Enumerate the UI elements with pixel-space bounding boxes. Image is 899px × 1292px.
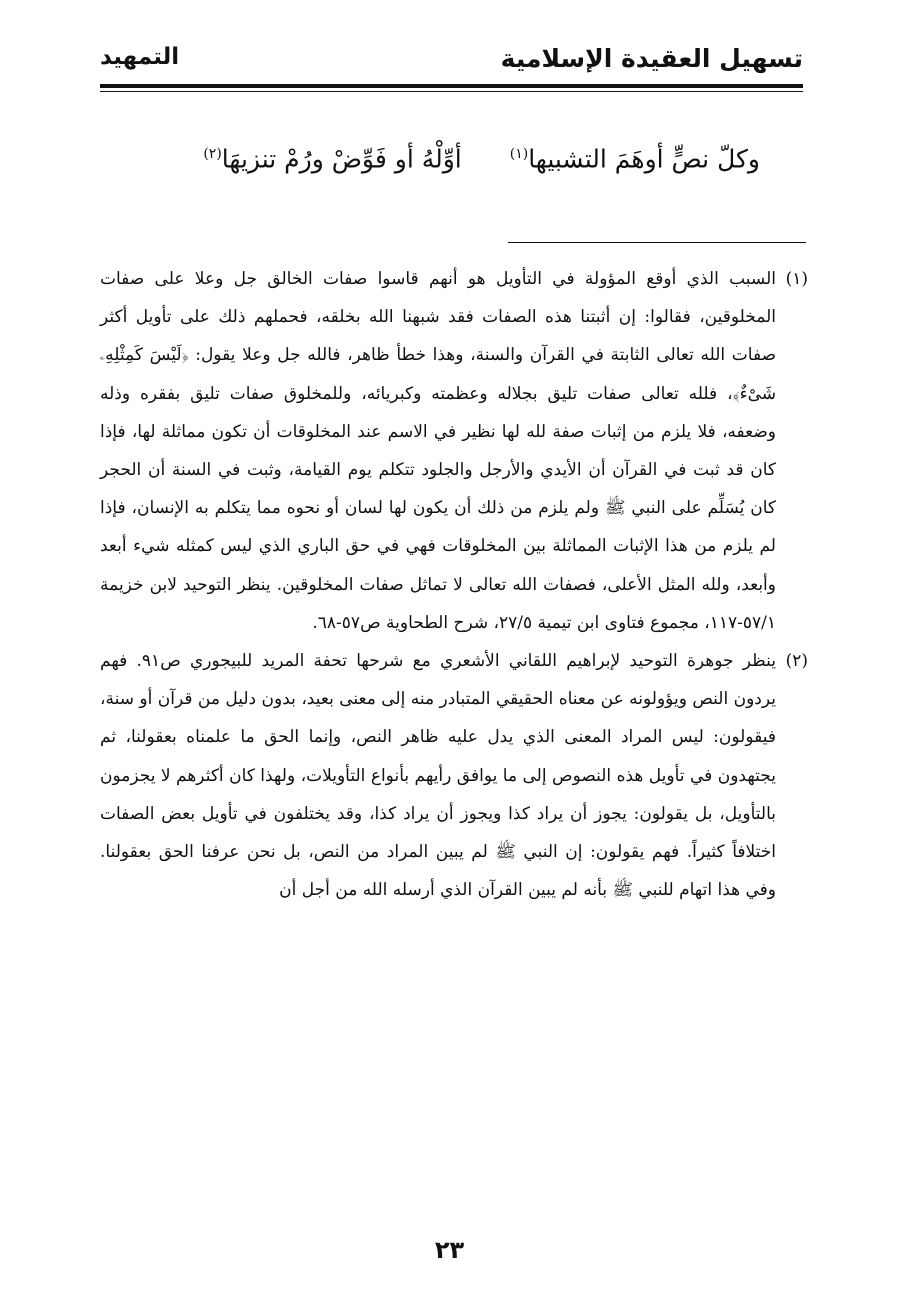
verse-hemistich-second-text: أوِّلْهُ أو فَوِّضْ ورُمْ تنزيهَا (221, 144, 462, 174)
verse-hemistich-first-text: وكلّ نصٍّ أوهَمَ التشبيها (528, 144, 760, 174)
footnote-2-number: (٢) (785, 651, 808, 672)
footnote-2 (100, 642, 808, 909)
footnote-1-number: (١) (785, 269, 808, 289)
verse-hemistich-second (203, 134, 461, 179)
footnotes (100, 260, 808, 909)
header-rule-thin (100, 91, 803, 92)
verse-hemistich-first (510, 134, 760, 179)
footnote-1 (100, 260, 808, 642)
footnote-ref-1: (١) (509, 146, 529, 162)
running-header (100, 38, 803, 78)
footnote-ref-2: (٢) (203, 146, 222, 162)
footnote-separator (508, 242, 806, 243)
page-number: ٢٣ (434, 1236, 465, 1264)
book-title: تسهيل العقيدة الإسلامية (500, 44, 803, 73)
header-rule-thick (100, 84, 803, 88)
footnote-2-text: ينظر جوهرة التوحيد لإبراهيم اللقاني الأشعري مع شرحها تحفة المريد للبيجوري ص٩١. فهم يردون النص ويؤولونه عن معناه الحقيقي المتبادر منه إلى معنى بعيد، بدون دليل من قرآن أو سنة، فيقولون: ليس المراد المعنى الذي يدل عليه ظاهر النص، وإنما الحق ما علمناه بعقولنا، ثم يجتهدون في تأويل هذه النصوص إلى ما يوافق رأيهم بأنواع التأويلات، ولهذا كان أكثرهم لا يجزمون بالتأويل، بل يقولون: يجوز أن يراد كذا ويجوز أن يراد كذا، وقد يختلفون في تأويل بعض الصفات اختلافاً كثيراً. فهم يقولون: إن النبي ﷺ لم يبين المراد من النص، بل نحن عرفنا الحق بعقولنا. وفي هذا اتهام للنبي ﷺ بأنه لم يبين القرآن الذي أرسله الله من أجل أن (100, 651, 776, 901)
footnote-1-text: السبب الذي أوقع المؤولة في التأويل هو أنهم قاسوا صفات الخالق جل وعلا على صفات المخلوقين، فقالوا: إن أثبتنا هذه الصفات فقد شبهنا الله بخلقه، فحملهم ذلك على تأويل أكثر صفات الله تعالى الثابتة في القرآن والسنة، وهذا خطأ ظاهر، فالله جل وعلا يقول: ﴿لَيْسَ كَمِثْلِهِۦ شَىْءٌ﴾، فلله تعالى صفات تليق بجلاله وعظمته وكبريائه، وللمخلوق صفات تليق بفقره وذله وضعفه، فلا يلزم من إثبات صفة لله لها نظير في الاسم عند المخلوقات أن تكون مماثلة لها، فإذا كان قد ثبت في القرآن أن الأيدي والأرجل والجلود تتكلم يوم القيامة، وثبت في السنة أن الحجر كان يُسَلِّم على النبي ﷺ ولم يلزم من ذلك أن يكون لها لسان أو نحوه مما يتكلم به الإنسان، فإذا لم يلزم من هذا الإثبات المماثلة بين المخلوقات فهي في حق الباري الذي ليس كمثله شيء أبعد وأبعد، ولله المثل الأعلى، فصفات الله تعالى لا تماثل صفات المخلوقين. ينظر التوحيد لابن خزيمة ٥٧/١-١١٧، مجموع فتاوى ابن تيمية ٢٧/٥، شرح الطحاوية ص٥٧-٦٨. (100, 269, 776, 633)
poem-verse (110, 134, 760, 179)
chapter-title: التمهيد (100, 44, 180, 70)
